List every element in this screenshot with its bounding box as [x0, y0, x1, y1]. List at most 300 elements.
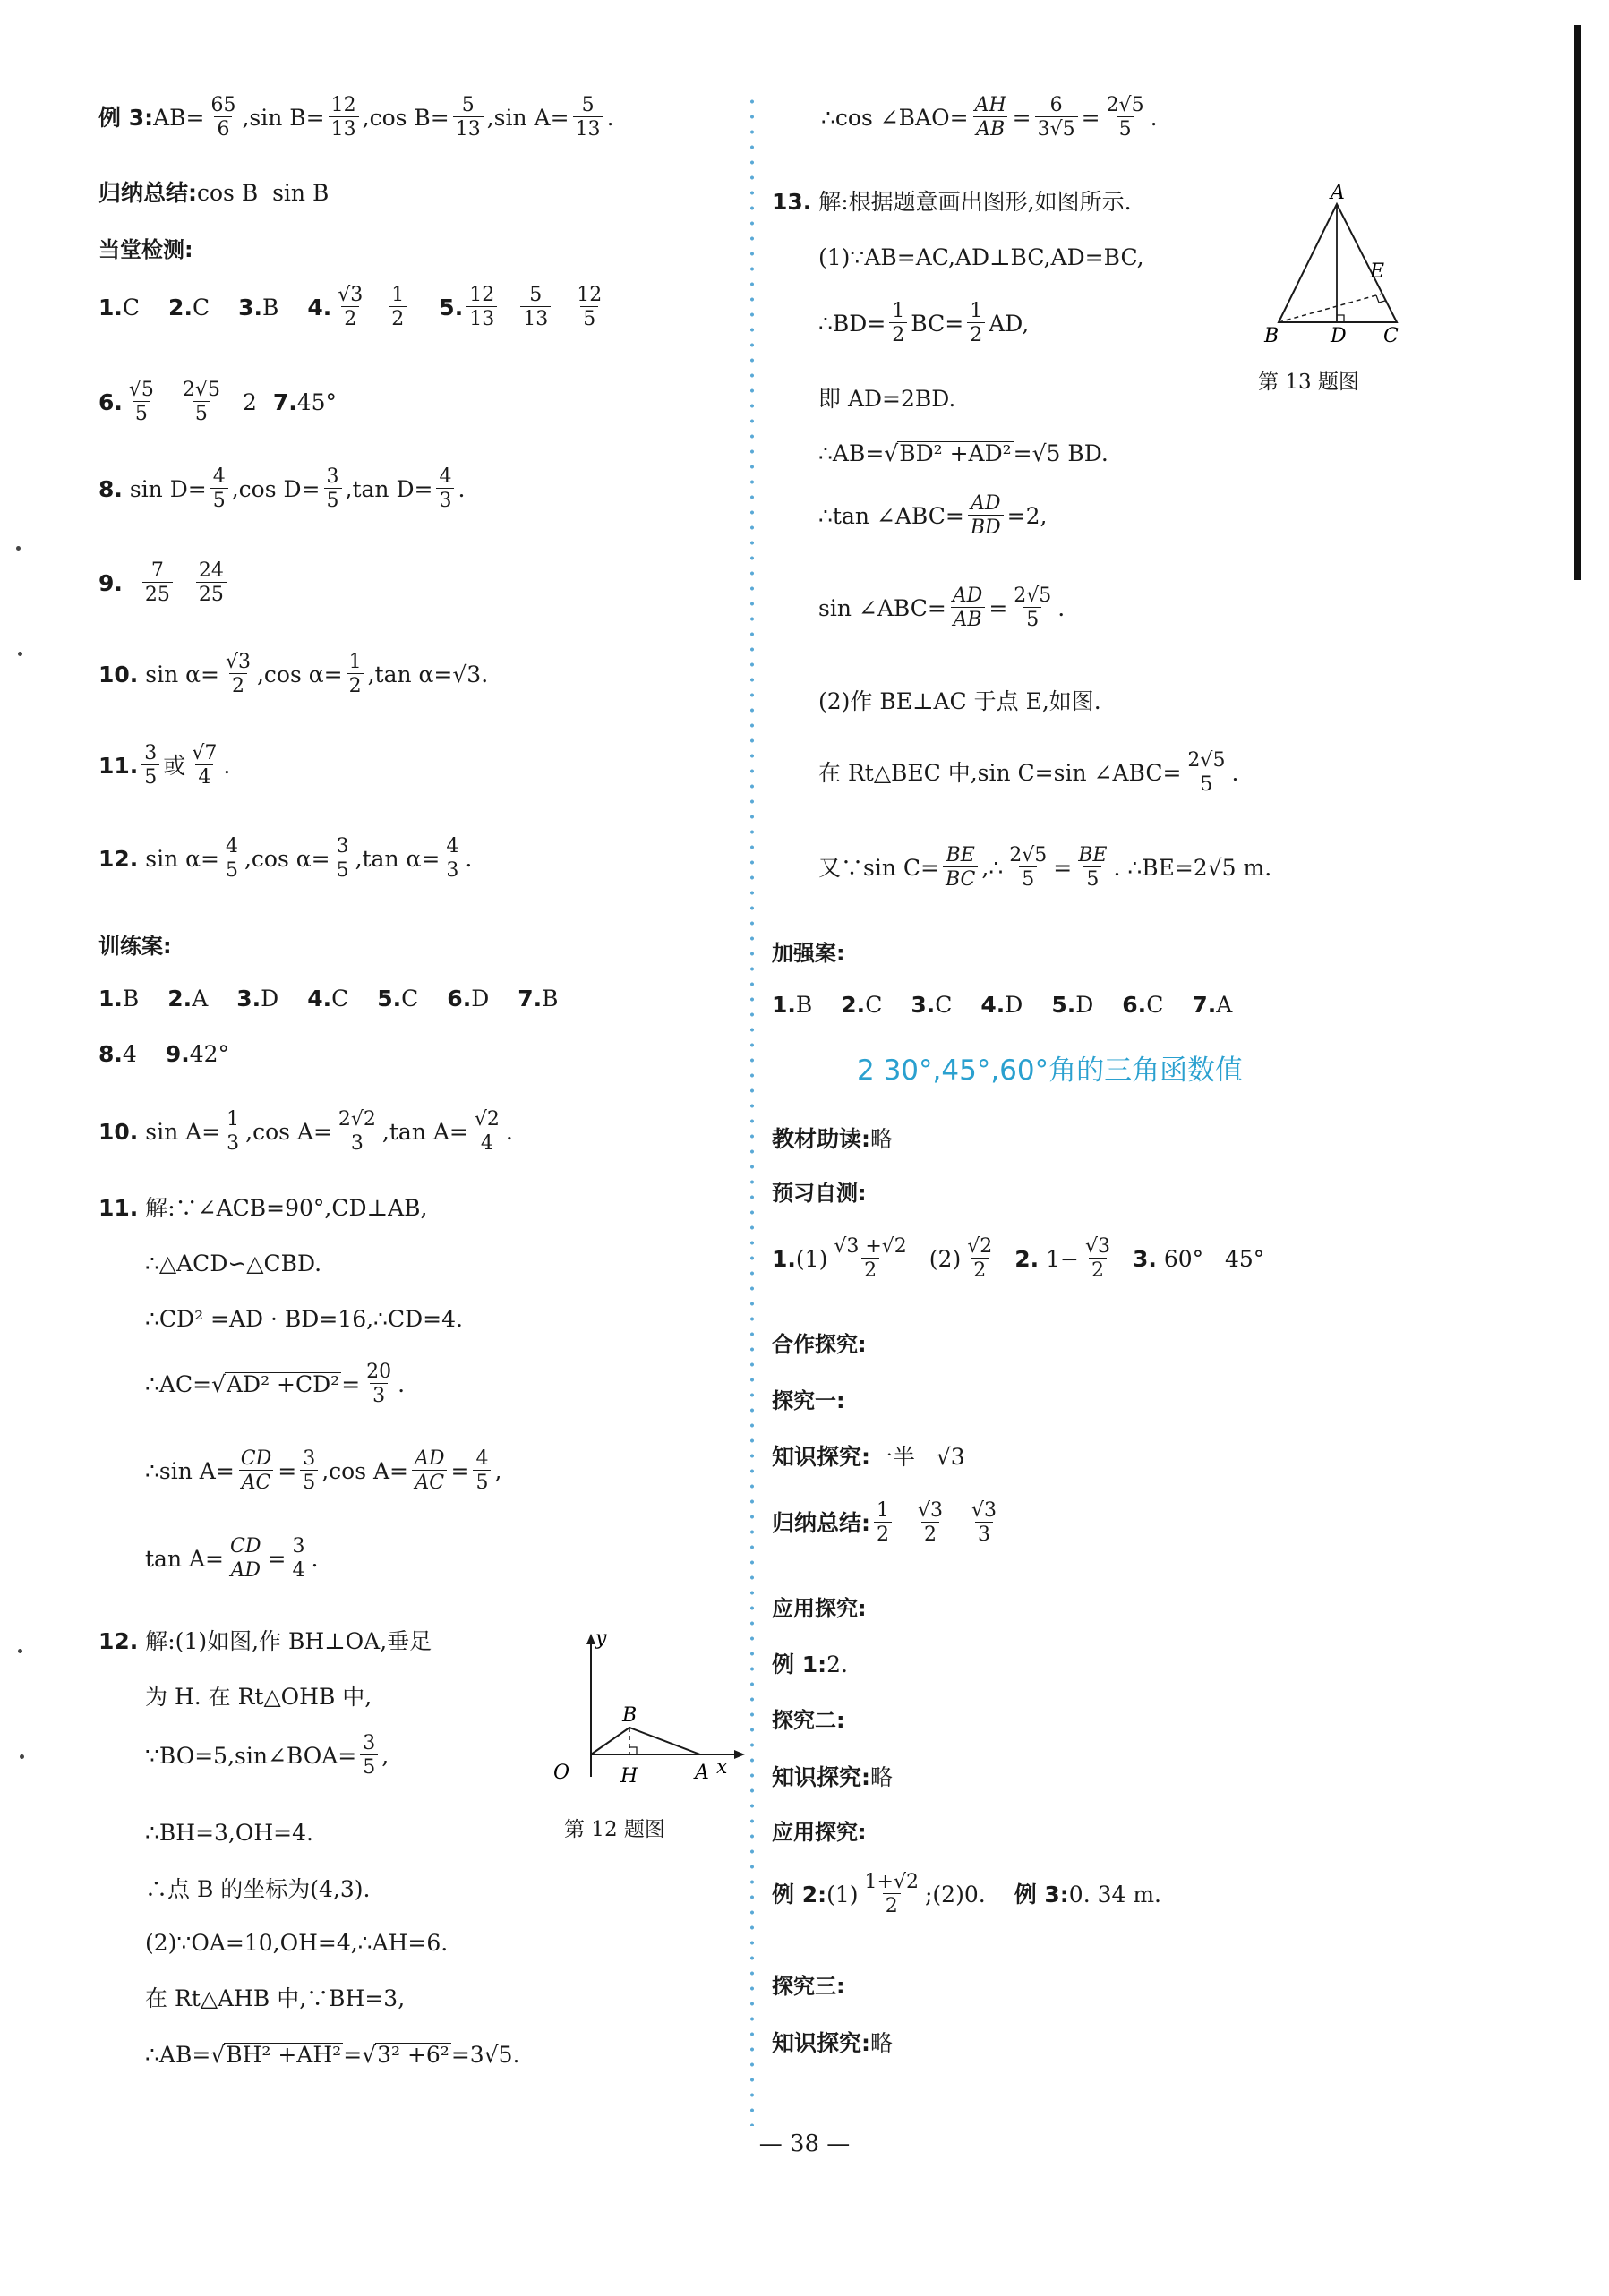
- answer-12: [98, 835, 472, 883]
- den: 2: [341, 306, 359, 330]
- text: .: [1150, 104, 1158, 131]
- label: 知识探究:: [772, 2030, 870, 2056]
- answer: B: [122, 986, 140, 1011]
- label-a: A: [1331, 182, 1345, 204]
- text: =: [989, 594, 1008, 621]
- fraction: [466, 284, 497, 331]
- answer: 42°: [189, 1041, 230, 1067]
- figure-13-caption: 第 13 题图: [1258, 371, 1359, 394]
- num: 12: [577, 284, 603, 306]
- num: 2√5: [1014, 585, 1052, 607]
- qnum: 7.: [518, 986, 543, 1011]
- text: BC=: [911, 310, 964, 337]
- text: ,sin A=: [486, 104, 569, 131]
- den: 5: [1117, 116, 1134, 141]
- num: 1: [877, 1499, 889, 1522]
- figure-13: [1254, 179, 1424, 349]
- fraction: [189, 742, 219, 790]
- radicand: BH² +AH²: [226, 2042, 342, 2068]
- answer: C: [865, 992, 883, 1018]
- answer: B: [542, 986, 559, 1011]
- den: 5: [334, 858, 352, 882]
- answer-10: [98, 651, 488, 698]
- qnum: 9.: [98, 569, 123, 596]
- num: 2√5: [1187, 749, 1226, 772]
- fraction: [196, 559, 227, 607]
- fraction: [889, 300, 907, 347]
- qnum: 3.: [236, 986, 261, 1011]
- fraction: [336, 1108, 379, 1156]
- num: AD: [415, 1447, 445, 1470]
- den: 3: [436, 488, 454, 512]
- knowledge-line-1: [772, 1446, 965, 1468]
- num: 6: [1049, 94, 1063, 116]
- text: 0. 34 m.: [1068, 1881, 1162, 1908]
- text: ,tan A=: [381, 1118, 468, 1145]
- text: .: [398, 1370, 406, 1397]
- answer-9: [98, 559, 230, 607]
- label: 归纳总结:: [98, 180, 197, 206]
- answer: 2: [242, 388, 257, 415]
- text: ,cos A=: [245, 1118, 332, 1145]
- fraction: [412, 1447, 448, 1495]
- summary-line-2: [772, 1499, 1003, 1547]
- den: 2: [861, 1258, 879, 1282]
- label-b: B: [622, 1704, 638, 1727]
- num: 1+√2: [864, 1871, 919, 1893]
- qnum: 2.: [841, 992, 866, 1018]
- text: AB=: [153, 104, 205, 131]
- num: 4: [225, 835, 238, 858]
- fraction: [443, 835, 461, 883]
- qnum: 8.: [98, 475, 123, 502]
- section-heading: 合作探究:: [772, 1332, 867, 1357]
- fraction: [574, 284, 604, 331]
- label: 教材助读:: [772, 1126, 870, 1152]
- right-angle-d: [1337, 315, 1344, 322]
- den: AB: [973, 116, 1007, 141]
- den: 5: [193, 401, 210, 425]
- answer: C: [1146, 992, 1164, 1018]
- label-h: H: [620, 1765, 638, 1788]
- fraction: [360, 1732, 378, 1780]
- q13-line1: [772, 191, 1132, 213]
- den: 4: [478, 1131, 496, 1155]
- text: 解:∵∠ACB=90°,CD⊥AB,: [145, 1195, 428, 1221]
- text: =: [267, 1545, 287, 1572]
- knowledge-line-2: [772, 1766, 893, 1788]
- train-12-line1: [98, 1630, 432, 1652]
- answer: B: [262, 294, 279, 320]
- den: 2: [874, 1522, 892, 1546]
- qnum: 3.: [238, 294, 262, 320]
- num: √3: [971, 1499, 997, 1522]
- den: AC: [412, 1470, 447, 1494]
- fraction: [223, 835, 241, 883]
- label-o: O: [553, 1762, 570, 1784]
- fraction: [1104, 94, 1147, 141]
- text: ,tan α=√3.: [367, 661, 489, 687]
- den: 5: [133, 401, 150, 425]
- fraction: [224, 1108, 242, 1156]
- answers-6-7: [98, 379, 337, 426]
- fraction: [968, 492, 1004, 540]
- fraction: [1011, 585, 1054, 632]
- label: 例 3:: [98, 104, 154, 131]
- section-heading: 应用探究:: [772, 1820, 867, 1845]
- page-number: — 38 —: [758, 2130, 851, 2157]
- y-axis-arrow: [586, 1634, 595, 1644]
- fraction: [364, 1361, 394, 1408]
- segment-be: [1279, 294, 1382, 322]
- fraction: [1083, 1235, 1113, 1283]
- text: 又∵sin C=: [818, 854, 939, 881]
- den: 5: [1083, 866, 1101, 891]
- fraction: [227, 1535, 263, 1583]
- den: 3: [443, 858, 461, 882]
- num: 5: [529, 284, 543, 306]
- answer: 4: [122, 1041, 137, 1067]
- figure-12: [537, 1625, 752, 1804]
- den: AD: [227, 1558, 263, 1582]
- den: 3: [975, 1522, 993, 1546]
- num: 4: [439, 465, 452, 488]
- num: 5: [461, 94, 475, 116]
- answer: C: [331, 986, 349, 1011]
- qnum: 6.: [1122, 992, 1147, 1018]
- answer: B: [795, 992, 813, 1018]
- num: AD: [952, 585, 983, 607]
- den: 5: [1197, 772, 1215, 796]
- q13-line10: [772, 844, 1271, 892]
- text: =: [341, 1370, 361, 1397]
- den: 5: [300, 1470, 318, 1494]
- label-a: A: [695, 1762, 709, 1784]
- fraction: [831, 1235, 909, 1283]
- scan-speck: [18, 652, 22, 656]
- fraction: [210, 465, 228, 513]
- radicand: AD² +CD²: [226, 1371, 340, 1398]
- num: √7: [192, 742, 218, 764]
- text: 一半 √3: [870, 1444, 965, 1470]
- label: 知识探究:: [772, 1764, 870, 1790]
- text: ,: [494, 1457, 502, 1484]
- den: 13: [573, 116, 603, 141]
- answer: D: [471, 986, 490, 1011]
- den: 2: [389, 306, 407, 330]
- answer: C: [935, 992, 953, 1018]
- text: 略: [870, 1764, 894, 1790]
- den: 3: [370, 1383, 388, 1407]
- text: . ∴BE=2√5 m.: [1113, 854, 1272, 881]
- example-1-line: [772, 1653, 848, 1676]
- text: ∵BO=5,sin∠BOA=: [145, 1742, 357, 1769]
- num: 3: [303, 1447, 316, 1470]
- text: sin A=: [145, 1118, 221, 1145]
- qnum: 4.: [307, 294, 332, 320]
- num: 3: [336, 835, 349, 858]
- text: =: [1081, 104, 1100, 131]
- train-12-line6: (2)∵OA=10,OH=4,∴AH=6.: [145, 1930, 449, 1956]
- fraction: [453, 94, 484, 141]
- fraction: [389, 284, 407, 331]
- num: 3: [363, 1732, 376, 1754]
- num: AH: [974, 94, 1006, 116]
- num: 4: [446, 835, 459, 858]
- text: (2): [929, 1245, 962, 1272]
- text: =: [1012, 104, 1031, 131]
- fraction: [520, 284, 551, 331]
- fraction: [1185, 749, 1228, 797]
- qnum: 4.: [980, 992, 1006, 1018]
- qnum: 1.: [98, 986, 123, 1011]
- text: ∴BD=: [818, 310, 886, 337]
- text: AD,: [989, 310, 1030, 337]
- text: 60° 45°: [1163, 1245, 1265, 1272]
- column-divider: [750, 94, 754, 2126]
- textbook-line: [772, 1128, 893, 1150]
- text: =2,: [1006, 502, 1048, 529]
- den: 5: [223, 858, 241, 882]
- fraction: [1035, 94, 1078, 141]
- text: .: [606, 104, 614, 131]
- qnum: 2.: [1014, 1245, 1040, 1272]
- section-heading: 探究二:: [772, 1708, 845, 1733]
- num: CD: [230, 1535, 261, 1558]
- answer: A: [1216, 992, 1233, 1018]
- fraction: [969, 1499, 999, 1547]
- fraction: [472, 1108, 502, 1156]
- text: =: [278, 1457, 297, 1484]
- summary-line: [98, 182, 329, 204]
- answer-11: [98, 742, 230, 790]
- den: 5: [1023, 607, 1041, 631]
- answer: C: [401, 986, 419, 1011]
- qnum: 10.: [98, 661, 139, 687]
- num: √2: [967, 1235, 993, 1258]
- den: 2: [921, 1522, 939, 1546]
- num: √3 +√2: [834, 1235, 907, 1258]
- qnum: 3.: [1132, 1245, 1157, 1272]
- label-y: y: [595, 1627, 607, 1650]
- label: 归纳总结:: [772, 1509, 870, 1536]
- answer: D: [1005, 992, 1023, 1018]
- den: 2: [347, 673, 364, 697]
- q13-line5: ∴AB= √ BD² +AD² =√5 BD.: [818, 440, 1108, 466]
- qnum: 6.: [447, 986, 472, 1011]
- fraction: [126, 379, 157, 426]
- qnum: 10.: [98, 1118, 139, 1145]
- text: ,: [381, 1742, 389, 1769]
- qnum: 8.: [98, 1041, 123, 1067]
- text: sin α=: [145, 845, 219, 872]
- text: .: [1231, 759, 1239, 786]
- preview-answers: [772, 1235, 1264, 1283]
- label: 例 1:: [772, 1652, 827, 1677]
- num: 7: [150, 559, 164, 582]
- qnum: 1.: [772, 1245, 796, 1272]
- section-heading: 探究一:: [772, 1388, 845, 1413]
- den: BD: [968, 515, 1004, 539]
- fraction: [208, 94, 238, 141]
- train-12-line5: ∴点 B 的坐标为(4,3).: [145, 1876, 371, 1902]
- num: 4: [212, 465, 226, 488]
- q13-line6: [772, 492, 1047, 540]
- qnum: 1.: [772, 992, 796, 1018]
- den: 5: [1019, 866, 1037, 891]
- qnum: 6.: [98, 388, 123, 415]
- num: 1: [348, 651, 362, 673]
- num: 4: [475, 1447, 489, 1470]
- qnum: 11.: [98, 752, 139, 779]
- strengthen-answers: [772, 994, 1232, 1016]
- fraction: [223, 651, 253, 698]
- qnum: 1.: [98, 294, 123, 320]
- text: ∴sin A=: [145, 1457, 235, 1484]
- den: 5: [473, 1470, 491, 1494]
- num: 1: [892, 300, 905, 322]
- num: √3: [225, 651, 251, 673]
- train-11-line3: ∴CD² =AD · BD=16,∴CD=4.: [145, 1306, 463, 1332]
- text: (1): [795, 1245, 828, 1272]
- num: BE: [1078, 844, 1108, 866]
- train-answer-10: [98, 1108, 513, 1156]
- den: 25: [196, 582, 227, 606]
- text: =: [450, 1457, 470, 1484]
- answer-8: [98, 465, 465, 513]
- den: 13: [453, 116, 484, 141]
- text: 略: [870, 1126, 894, 1152]
- section-heading: 加强案:: [772, 941, 845, 966]
- text: sin D=: [129, 475, 207, 502]
- text: cos B sin B: [197, 180, 330, 206]
- text: ∴AB=: [818, 440, 885, 466]
- num: 1: [970, 300, 983, 322]
- den: AC: [239, 1470, 274, 1494]
- den: 5: [324, 488, 342, 512]
- radicand: 3² +6²: [377, 2042, 449, 2068]
- den: 2: [971, 1258, 989, 1282]
- label-d: D: [1331, 325, 1347, 347]
- fraction: [335, 284, 365, 331]
- label-e: E: [1370, 260, 1385, 283]
- text: 解:根据题意画出图形,如图所示.: [818, 189, 1132, 215]
- text: .: [458, 475, 466, 502]
- fraction: [329, 94, 359, 141]
- num: 2√2: [338, 1108, 376, 1131]
- text: .: [505, 1118, 513, 1145]
- fraction: [324, 465, 342, 513]
- answer: 45°: [296, 388, 338, 415]
- scan-speck: [16, 546, 21, 551]
- den: 2: [229, 673, 247, 697]
- section-title: 2 30°,45°,60°角的三角函数值: [857, 1054, 1244, 1087]
- section-heading: 应用探究:: [772, 1596, 867, 1621]
- label-c: C: [1383, 325, 1399, 347]
- section-heading: 预习自测:: [772, 1181, 867, 1206]
- num: 1: [227, 1108, 240, 1131]
- train-11-line5: [98, 1447, 501, 1495]
- text: ,cos A=: [321, 1457, 408, 1484]
- right-angle-mark: [629, 1747, 637, 1754]
- fraction: [874, 1499, 892, 1547]
- train-answers-1-7: [98, 987, 559, 1010]
- text: =: [343, 2041, 363, 2068]
- answer: C: [192, 294, 210, 320]
- text: .: [223, 752, 231, 779]
- den: 13: [329, 116, 359, 141]
- answer: C: [122, 294, 141, 320]
- text: ,cos α=: [256, 661, 343, 687]
- text: ,cos α=: [244, 845, 330, 872]
- fraction: [334, 835, 352, 883]
- q13-line2: (1)∵AB=AC,AD⊥BC,AD=BC,: [818, 244, 1144, 270]
- fraction: [915, 1499, 946, 1547]
- section-heading: 当堂检测:: [98, 237, 193, 262]
- triangle-obh: [591, 1728, 700, 1754]
- qnum: 12.: [98, 1628, 139, 1654]
- q13-line7: [772, 585, 1065, 632]
- num: 12: [469, 284, 495, 306]
- num: 65: [210, 94, 236, 116]
- fraction: [473, 1447, 491, 1495]
- num: 20: [366, 1361, 392, 1383]
- num: AD: [970, 492, 1001, 515]
- example-3-line: [98, 94, 614, 141]
- den: 5: [360, 1754, 378, 1779]
- train-12-line4: ∴BH=3,OH=4.: [145, 1820, 313, 1846]
- knowledge-line-3: [772, 2032, 893, 2054]
- den: 3: [224, 1131, 242, 1155]
- label: 例 3:: [1014, 1881, 1069, 1908]
- qnum: 12.: [98, 845, 139, 872]
- fraction: [967, 300, 985, 347]
- answer: D: [261, 986, 279, 1011]
- fraction: [436, 465, 454, 513]
- den: 2: [1089, 1258, 1107, 1282]
- den: BC: [943, 866, 978, 891]
- figure-12-caption: 第 12 题图: [564, 1818, 665, 1841]
- radicand: BD² +AD²: [899, 440, 1012, 466]
- cos-bao-line: [772, 94, 1158, 141]
- text: .: [311, 1545, 319, 1572]
- section-heading: 探究三:: [772, 1974, 845, 1999]
- fraction: [1006, 844, 1049, 892]
- train-11-line2: ∴△ACD∽△CBD.: [145, 1250, 322, 1276]
- text: (1): [826, 1881, 859, 1908]
- train-11-line4: ∴AC= √ AD² +CD² = $\frac{20}{3}$ .: [145, 1361, 406, 1408]
- text: ∴tan ∠ABC=: [818, 502, 964, 529]
- num: 12: [330, 94, 356, 116]
- q13-line9: [772, 749, 1238, 797]
- label-x: x: [716, 1756, 728, 1779]
- text: ,cos D=: [231, 475, 321, 502]
- fraction: [964, 1235, 995, 1283]
- qnum: 4.: [307, 986, 332, 1011]
- text: 略: [870, 2030, 894, 2056]
- label-b: B: [1264, 325, 1279, 347]
- num: 3: [292, 1535, 305, 1558]
- text: ,∴: [981, 854, 1004, 881]
- num: 5: [581, 94, 595, 116]
- text: 2.: [826, 1652, 848, 1677]
- text: .: [1057, 594, 1066, 621]
- num: √3: [1084, 1235, 1110, 1258]
- num: √5: [128, 379, 154, 401]
- text: 1−: [1046, 1245, 1079, 1272]
- text: =: [1053, 854, 1073, 881]
- train-11-line6: [98, 1535, 318, 1583]
